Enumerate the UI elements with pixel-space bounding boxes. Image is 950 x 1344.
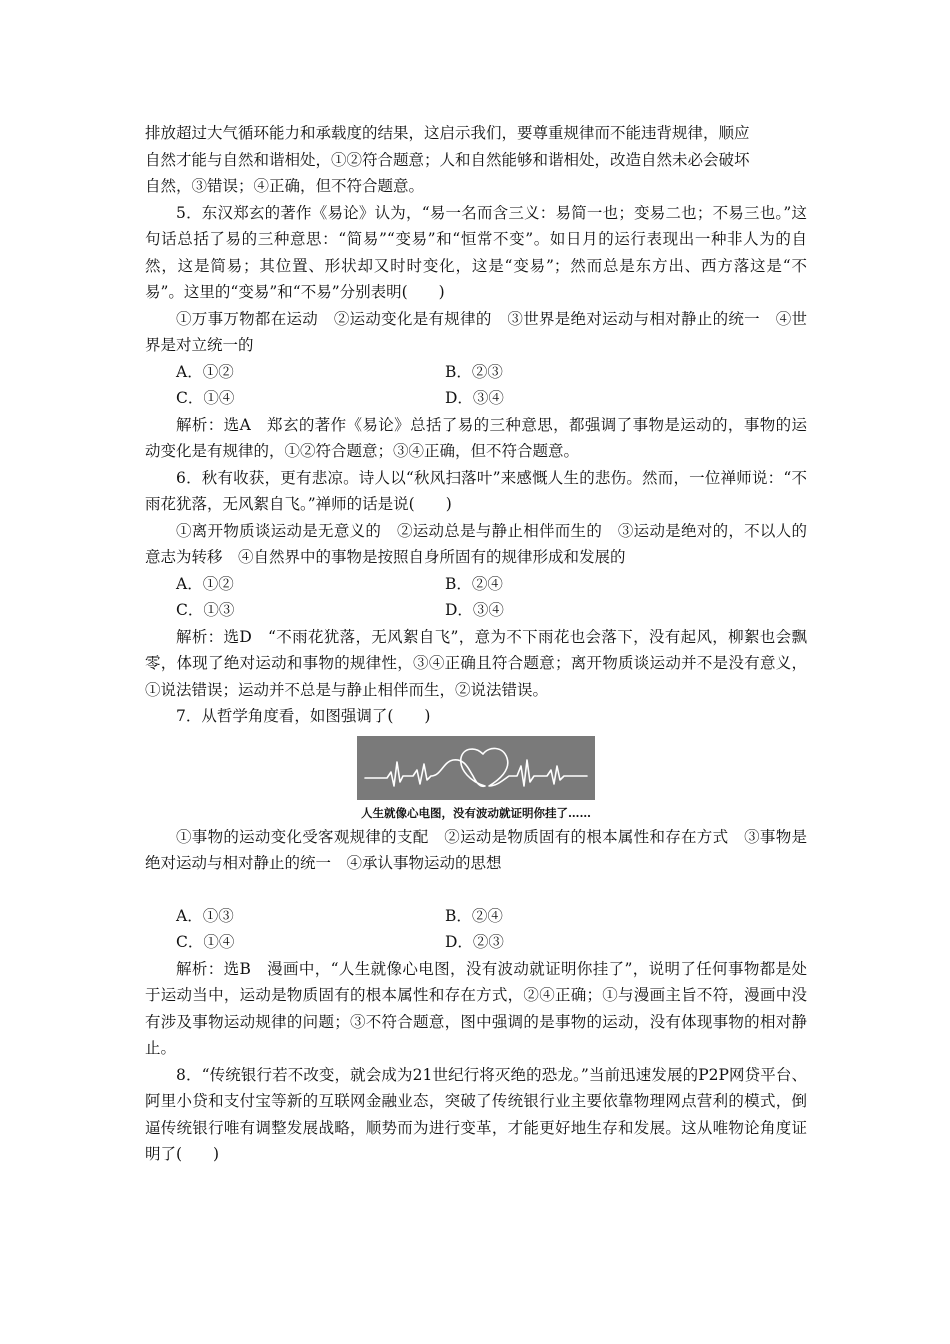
- q6-stem: 6．秋有收获，更有悲凉。诗人以“秋风扫落叶”来感慨人生的悲伤。然而，一位禅师说：“不雨花犹落，无风絮自飞。”禅师的话是说( ): [145, 468, 807, 513]
- q5-option-d: D．③④: [445, 389, 504, 407]
- document-page: [145, 120, 807, 1168]
- q6-option-b: B．②④: [445, 574, 503, 593]
- q6-options-row-2: [145, 597, 807, 624]
- q7-stem: 7．从哲学角度看，如图强调了( ): [176, 707, 431, 725]
- figure-caption: 人生就像心电图，没有波动就证明你挂了……: [361, 805, 591, 820]
- q5-option-c: C．①④: [176, 389, 235, 407]
- ecg-heart-drawing: [357, 736, 595, 800]
- q8-stem: 8．“传统银行若不改变，就会成为21世纪行将灭绝的恐龙。”当前迅速发展的P2P网贷平台、阿里小贷和支付宝等新的互联网金融业态，突破了传统银行业主要依靠物理网点营利的模式，倒逼传统银行唯有调整发展战略，顺势而为进行变革，才能更好地生存和发展。这从唯物论角度证明了( ): [145, 1065, 807, 1163]
- q6-options-row-1: [145, 571, 807, 598]
- q5-option-a: A．①②: [176, 362, 234, 381]
- q7-option-a: A．①③: [176, 906, 234, 925]
- q7-options-row-1: [145, 903, 807, 930]
- intro-line-2: 自然才能与自然和谐相处，①②符合题意；人和自然能够和谐相处，改造自然未必会破坏: [145, 150, 750, 169]
- q5-analysis: 解析：选A 郑玄的著作《易论》总括了易的三种意思，都强调了事物是运动的，事物的运动变化是有规律的，①②符合题意；③④正确，但不符合题意。: [145, 415, 807, 460]
- ecg-heart-cartoon: [357, 736, 595, 800]
- q6-option-a: A．①②: [176, 574, 234, 593]
- spacer: [145, 877, 807, 903]
- q5-option-b: B．②③: [445, 362, 503, 381]
- q5-options-row-2: [145, 385, 807, 412]
- q7-options-row-2: [145, 929, 807, 956]
- q7-items: ①事物的运动变化受客观规律的支配 ②运动是物质固有的根本属性和存在方式 ③事物是绝对运动与相对静止的统一 ④承认事物运动的思想: [145, 827, 807, 872]
- q6-option-c: C．①③: [176, 601, 235, 619]
- intro-line-3: 自然，③错误；④正确，但不符合题意。: [145, 177, 425, 195]
- q6-option-d: D．③④: [445, 601, 504, 619]
- q5-stem: 5．东汉郑玄的著作《易论》认为，“易一名而含三义：易简一也；变易二也；不易三也。”这句话总括了易的三种意思：“简易”“变易”和“恒常不变”。如日月的运行表现出一种非人为的自然，这是简易；其位置、形状却又时时变化，这是“变易”；然而总是东方出、西方落这是“不易”。这里的“变易”和“不易”分别表明( ): [145, 203, 807, 301]
- q5-options-row-1: [145, 359, 807, 386]
- intro-line-1: 排放超过大气循环能力和承载度的结果，这启示我们，要尊重规律而不能违背规律，顺应: [145, 124, 750, 142]
- q5-items: ①万事万物都在运动 ②运动变化是有规律的 ③世界是绝对运动与相对静止的统一 ④世界是对立统一的: [145, 309, 807, 354]
- q7-option-c: C．①④: [176, 933, 235, 951]
- q7-option-b: B．②④: [445, 906, 503, 925]
- q7-option-d: D．②③: [445, 933, 504, 951]
- q7-analysis: 解析：选B 漫画中，“人生就像心电图，没有波动就证明你挂了”，说明了任何事物都是处于运动当中，运动是物质固有的根本属性和存在方式，②④正确；①与漫画主旨不符，漫画中没有涉及事物运动规律的问题；③不符合题意，图中强调的是事物的运动，没有体现事物的相对静止。: [145, 959, 807, 1057]
- q6-items: ①离开物质谈运动是无意义的 ②运动总是与静止相伴而生的 ③运动是绝对的，不以人的意志为转移 ④自然界中的事物是按照自身所固有的规律形成和发展的: [145, 521, 807, 566]
- q6-analysis: 解析：选D “不雨花犹落，无风絮自飞”，意为不下雨花也会落下，没有起风，柳絮也会飘零，体现了绝对运动和事物的规律性，③④正确且符合题意；离开物质谈运动并不是没有意义，①说法错误；运动并不总是与静止相伴而生，②说法错误。: [145, 627, 807, 699]
